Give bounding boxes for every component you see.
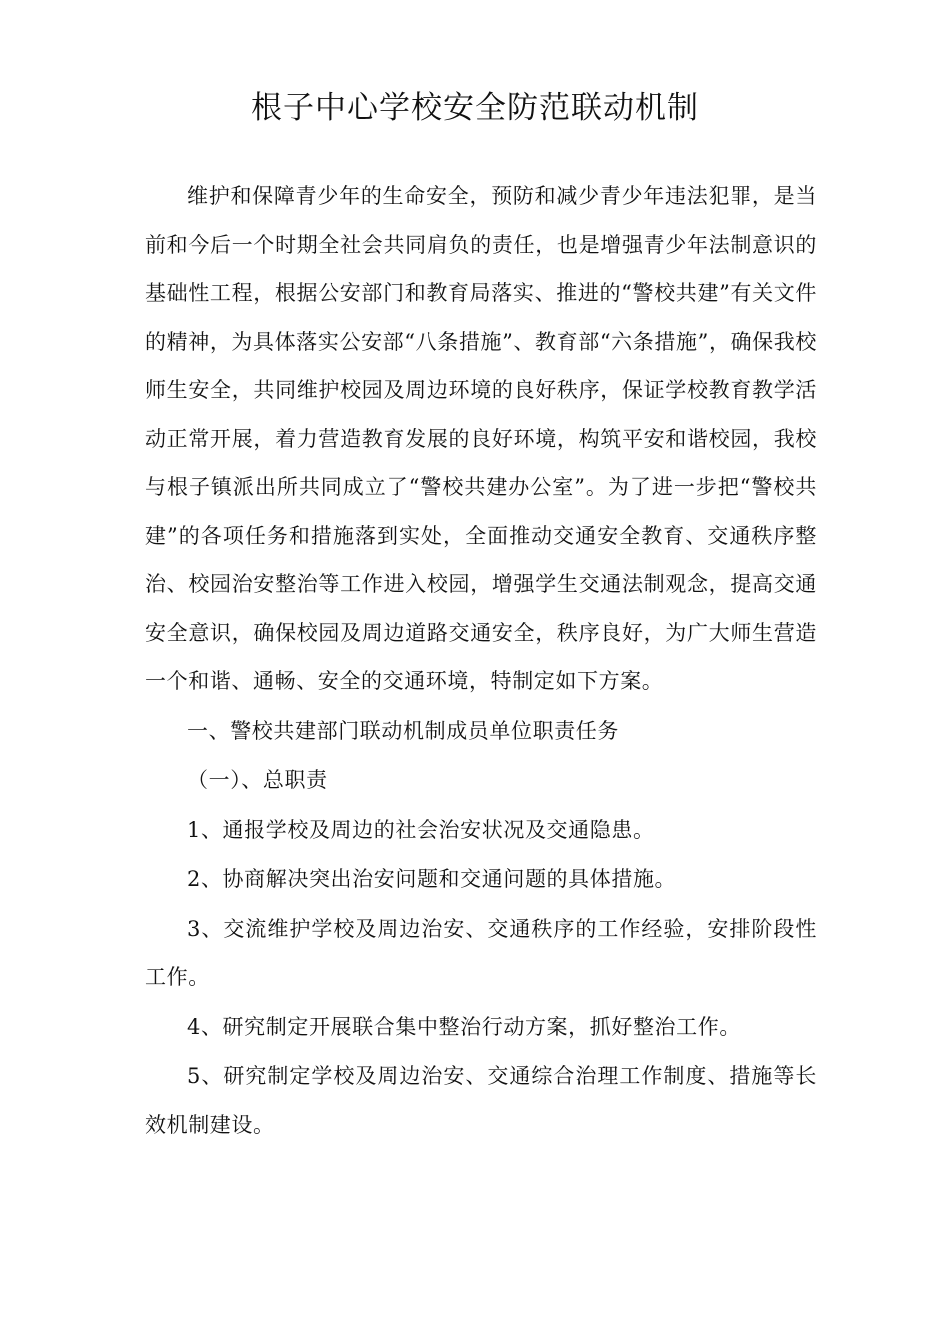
duty-item-4: 4、研究制定开展联合集中整治行动方案，抓好整治工作。: [187, 1014, 741, 1039]
duty-item-5: 5、研究制定学校及周边治安、交通综合治理工作制度、措施等长效机制建设。: [145, 1064, 817, 1137]
document-title: 根子中心学校安全防范联动机制: [251, 90, 699, 126]
duty-item-2: 2、协商解决突出治安问题和交通问题的具体措施。: [187, 867, 677, 891]
duty-item-3: 3、交流维护学校及周边治安、交通秩序的工作经验，安排阶段性工作。: [145, 916, 817, 989]
document-body: [145, 172, 817, 1149]
subsection-heading-general-duties: （一）、总职责: [187, 768, 328, 792]
paragraph-intro: 维护和保障青少年的生命安全，预防和减少青少年违法犯罪，是当前和今后一个时期全社会共同肩负的责任，也是增强青少年法制意识的基础性工程，根据公安部门和教育局落实、推进的“警校共建”有关文件的精神，为具体落实公安部“八条措施”、教育部“六条措施”，确保我校师生安全，共同维护校园及周边环境的良好秩序，保证学校教育教学活动正常开展，着力营造教育发展的良好环境，构筑平安和谐校园，我校与根子镇派出所共同成立了“警校共建办公室”。为了进一步把“警校共建”的各项任务和措施落到实处，全面推动交通安全教育、交通秩序整治、校园治安整治等工作进入校园，增强学生交通法制观念，提高交通安全意识，确保校园及周边道路交通安全，秩序良好，为广大师生营造一个和谐、通畅、安全的交通环境，特制定如下方案。: [145, 184, 817, 693]
section-heading-1: 一、警校共建部门联动机制成员单位职责任务: [187, 718, 619, 743]
duty-item-1: 1、通报学校及周边的社会治安状况及交通隐患。: [187, 817, 655, 842]
